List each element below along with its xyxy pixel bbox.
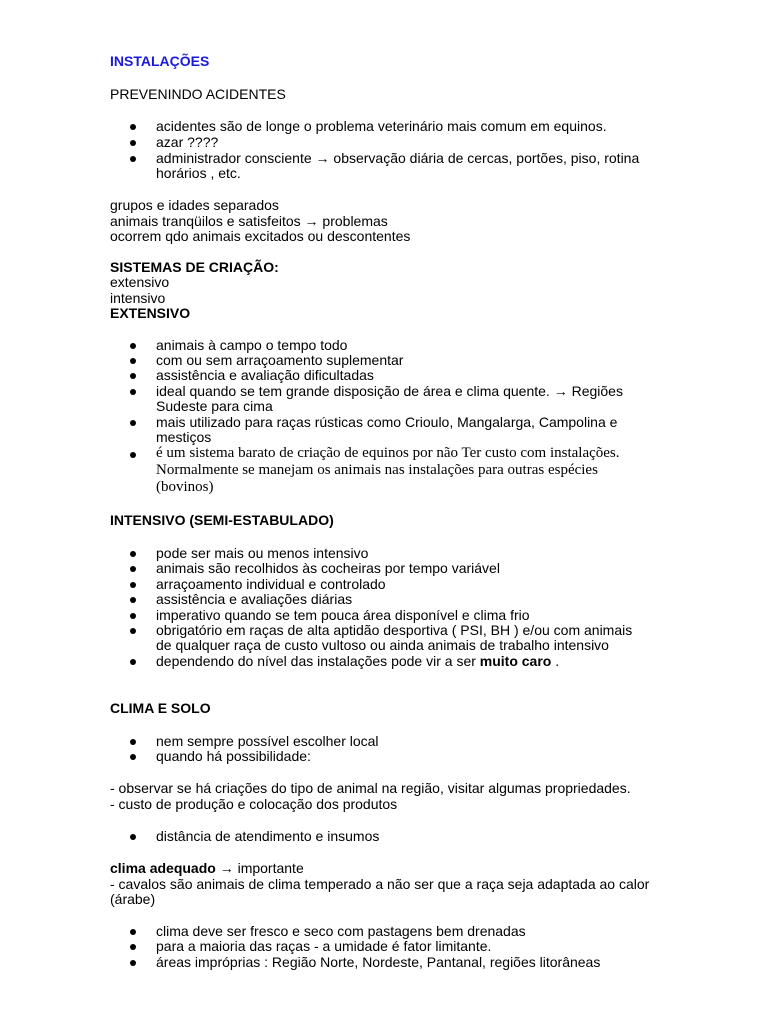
bullet-marker: [130, 389, 136, 395]
list-item: é um sistema barato de criação de equinos por não Ter custo com instalações.: [156, 445, 620, 461]
paragraph-line: animais tranqüilos e satisfeitos → problemas: [110, 213, 388, 229]
list-item-continuation: (bovinos): [156, 479, 214, 495]
list-item-continuation: Sudeste para cima: [156, 398, 273, 414]
list-item: animais à campo o tempo todo: [156, 337, 348, 353]
bullet-marker: [130, 343, 136, 349]
bullet-marker: [130, 659, 136, 665]
list-item: administrador consciente → observação diária de cercas, portões, piso, rotina: [156, 150, 640, 166]
bullet-marker: [130, 156, 136, 162]
list-item-continuation: de qualquer raça de custo vultoso ou ainda animais de trabalho intensivo: [156, 637, 609, 653]
list-item-continuation: Normalmente se manejam os animais nas instalações para outras espécies: [156, 462, 598, 478]
list-item: distância de atendimento e insumos: [156, 828, 380, 844]
list-item: animais são recolhidos às cocheiras por tempo variável: [156, 560, 500, 576]
list-item: imperativo quando se tem pouca área disponível e clima frio: [156, 607, 530, 623]
list-item-continuation: horários , etc.: [156, 165, 241, 181]
list-item: ideal quando se tem grande disposição de área e clima quente. → Regiões: [156, 383, 623, 399]
paragraph-line: - cavalos são animais de clima temperado a não ser que a raça seja adaptada ao calor: [110, 876, 650, 892]
list-item: com ou sem arraçoamento suplementar: [156, 352, 404, 368]
list-item-continuation: mestiços: [156, 429, 212, 445]
section-heading: CLIMA E SOLO: [110, 700, 211, 716]
bullet-marker: [130, 358, 136, 364]
emphasis-text: muito caro: [479, 653, 552, 669]
list-item: obrigatório em raças de alta aptidão desportiva ( PSI, BH ) e/ou com animais: [156, 622, 633, 638]
paragraph-line: - observar se há criações do tipo de animal na região, visitar algumas propriedades.: [110, 780, 631, 796]
bullet-marker: [130, 551, 136, 557]
bullet-marker: [130, 124, 136, 130]
paragraph-line: intensivo: [110, 290, 166, 306]
paragraph-line: ocorrem qdo animais excitados ou descontentes: [110, 228, 411, 244]
paragraph-line: - custo de produção e colocação dos produtos: [110, 796, 398, 812]
bullet-marker: [130, 739, 136, 745]
bullet-marker: [130, 373, 136, 379]
bullet-marker: [130, 582, 136, 588]
bullet-marker: [130, 566, 136, 572]
list-item: áreas impróprias : Região Norte, Nordeste, Pantanal, regiões litorâneas: [156, 954, 601, 970]
section-subtitle: PREVENINDO ACIDENTES: [110, 86, 286, 102]
list-item: acidentes são de longe o problema veterinário mais comum em equinos.: [156, 118, 607, 134]
bullet-marker: [130, 420, 136, 426]
bullet-marker: [130, 452, 136, 458]
bullet-marker: [130, 597, 136, 603]
bullet-marker: [130, 613, 136, 619]
bullet-marker: [130, 960, 136, 966]
paragraph-line: extensivo: [110, 274, 170, 290]
list-item: azar ????: [156, 134, 219, 150]
page-title: INSTALAÇÕES: [110, 53, 210, 69]
section-heading: SISTEMAS DE CRIAÇÃO:: [110, 259, 279, 275]
bullet-marker: [130, 628, 136, 634]
list-item: pode ser mais ou menos intensivo: [156, 545, 369, 561]
list-item: arraçoamento individual e controlado: [156, 576, 386, 592]
section-heading: EXTENSIVO: [110, 305, 191, 321]
paragraph-line: grupos e idades separados: [110, 197, 279, 213]
list-item-tail: .: [551, 653, 560, 669]
list-item: mais utilizado para raças rústicas como Crioulo, Mangalarga, Campolina e: [156, 414, 618, 430]
list-item: clima deve ser fresco e seco com pastagens bem drenadas: [156, 923, 526, 939]
list-item-text: dependendo do nível das instalações pode vir a ser: [156, 653, 480, 669]
list-item: assistência e avaliação dificultadas: [156, 367, 374, 383]
paragraph-line: [110, 860, 304, 876]
paragraph-line: (árabe): [110, 891, 156, 907]
bullet-marker: [130, 140, 136, 146]
list-item: [156, 653, 559, 669]
bullet-marker: [130, 834, 136, 840]
list-item: para a maioria das raças - a umidade é fator limitante.: [156, 938, 492, 954]
list-item: assistência e avaliações diárias: [156, 591, 353, 607]
bullet-marker: [130, 944, 136, 950]
emphasis-text: clima adequado: [110, 860, 216, 876]
bullet-marker: [130, 929, 136, 935]
bullet-marker: [130, 754, 136, 760]
list-item: quando há possibilidade:: [156, 748, 311, 764]
section-heading: INTENSIVO (SEMI-ESTABULADO): [110, 512, 334, 528]
paragraph-text: → importante: [215, 860, 304, 876]
list-item: nem sempre possível escolher local: [156, 733, 379, 749]
